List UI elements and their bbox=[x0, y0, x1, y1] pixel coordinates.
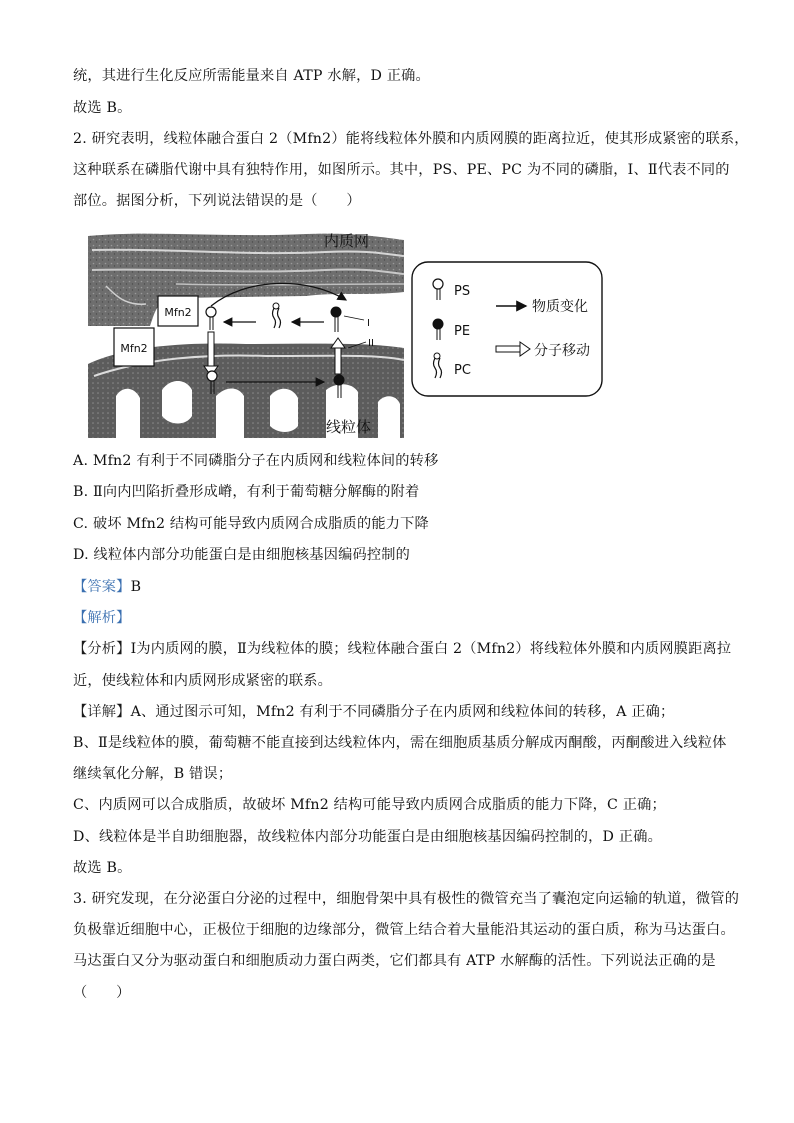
option-a: A. Mfn2 有利于不同磷脂分子在内质网和线粒体间的转移 bbox=[73, 453, 439, 469]
answer-value: B bbox=[130, 579, 142, 595]
text-line-1: 统，其进行生化反应所需能量来自 ATP 水解，D 正确。 bbox=[73, 68, 430, 84]
question-3-line-4: （ ） bbox=[73, 985, 131, 1001]
fenxi-line-1 bbox=[73, 639, 731, 659]
fenxi-line-2: 近，使线粒体和内质网形成紧密的联系。 bbox=[73, 673, 332, 689]
figure-mfn2-diagram bbox=[86, 226, 606, 438]
legend-material-change-label: 物质变化 bbox=[532, 299, 588, 315]
question-3-line-3: 马达蛋白又分为驱动蛋白和细胞质动力蛋白两类，它们都具有 ATP 水解酶的活性。下列说法正确的是 bbox=[73, 953, 716, 969]
legend-pc-label: PC bbox=[454, 363, 471, 378]
xiangjie-label: 【详解】 bbox=[73, 704, 131, 720]
ps-lipid-er bbox=[206, 307, 216, 330]
xiangjie-line-d: D、线粒体是半自助细胞器，故线粒体内部分功能蛋白是由细胞核基因编码控制的，D 正确。 bbox=[73, 829, 662, 845]
text-line-2: 故选 B。 bbox=[73, 100, 132, 116]
option-d: D. 线粒体内部分功能蛋白是由细胞核基因编码控制的 bbox=[73, 547, 411, 563]
label-er: 内质网 bbox=[324, 232, 370, 250]
mfn2-label-upper: Mfn2 bbox=[164, 306, 192, 319]
question-3-line-1: 3. 研究发现，在分泌蛋白分泌的过程中，细胞骨架中具有极性的微管充当了囊泡定向运输的轨道，微管的 bbox=[73, 891, 740, 907]
option-b: B. Ⅱ向内凹陷折叠形成嵴，有利于葡萄糖分解酶的附着 bbox=[73, 484, 420, 500]
fenxi-label: 【分析】 bbox=[73, 641, 131, 657]
analysis-label: 【解析】 bbox=[73, 610, 131, 626]
xiangjie-line-c: C、内质网可以合成脂质，故破坏 Mfn2 结构可能导致内质网合成脂质的能力下降，C 正确； bbox=[73, 797, 666, 813]
label-mitochondrion: 线粒体 bbox=[326, 418, 372, 436]
question-3-line-2: 负极靠近细胞中心，正极位于细胞的边缘部分，微管上结合着大量能沿其运动的蛋白质，称为马达蛋白。 bbox=[73, 922, 735, 938]
xiangjie-line-b1: B、Ⅱ是线粒体的膜，葡萄糖不能直接到达线粒体内，需在细胞质基质分解成丙酮酸，丙酮酸进入线粒体 bbox=[73, 735, 727, 751]
question-2-line-3: 部位。据图分析，下列说法错误的是（ ） bbox=[73, 193, 361, 209]
question-2-line-1: 2. 研究表明，线粒体融合蛋白 2（Mfn2）能将线粒体外膜和内质网膜的距离拉近，使其形成紧密的联系， bbox=[73, 131, 749, 147]
answer-line bbox=[73, 577, 141, 597]
label-II: II bbox=[368, 338, 374, 349]
conclusion-line: 故选 B。 bbox=[73, 860, 132, 876]
option-c: C. 破坏 Mfn2 结构可能导致内质网合成脂质的能力下降 bbox=[73, 516, 429, 532]
pe-lipid-er bbox=[331, 307, 342, 333]
legend-molecule-move-label: 分子移动 bbox=[534, 343, 590, 359]
xiangjie-line-b2: 继续氧化分解，B 错误； bbox=[73, 766, 233, 782]
xiangjie-text-a: A、通过图示可知，Mfn2 有利于不同磷脂分子在内质网和线粒体间的转移，A 正确； bbox=[130, 704, 675, 720]
label-I: I bbox=[367, 318, 370, 329]
legend-ps-label: PS bbox=[454, 284, 471, 299]
xiangjie-line-a bbox=[73, 702, 674, 722]
mfn2-label-lower: Mfn2 bbox=[120, 342, 148, 355]
question-2-line-2: 这种联系在磷脂代谢中具有独特作用，如图所示。其中，PS、PE、PC 为不同的磷脂，Ⅰ、Ⅱ代表不同的 bbox=[73, 162, 730, 178]
legend-pe-label: PE bbox=[454, 324, 471, 339]
legend-box bbox=[412, 262, 602, 396]
answer-label: 【答案】 bbox=[73, 579, 131, 595]
analysis-heading bbox=[73, 608, 131, 628]
fenxi-text-1: Ⅰ为内质网的膜，Ⅱ为线粒体的膜；线粒体融合蛋白 2（Mfn2）将线粒体外膜和内质网膜距离拉 bbox=[130, 641, 732, 657]
pc-lipid-er bbox=[273, 303, 281, 328]
